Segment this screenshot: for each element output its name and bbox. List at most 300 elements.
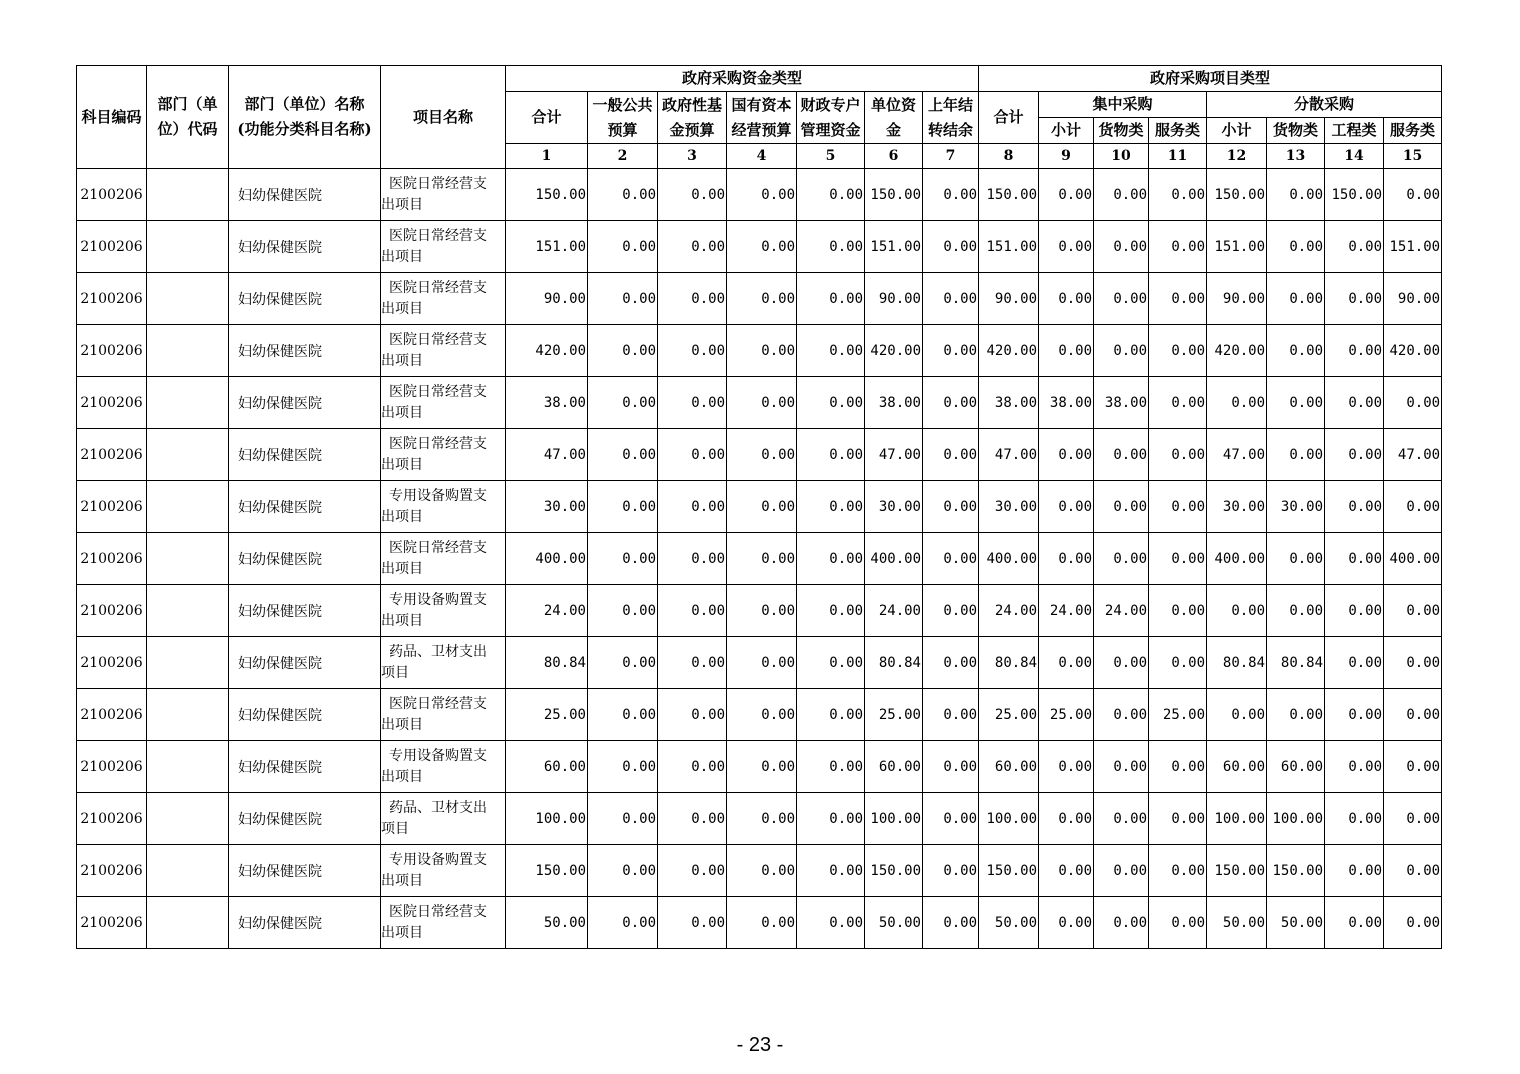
value-cell: 50.00 [1207,897,1267,949]
value-cell: 0.00 [1325,533,1384,585]
value-cell: 0.00 [1094,845,1149,897]
dept-code-cell [147,637,229,689]
table-row [77,845,1442,897]
dept-name-cell: 妇幼保健医院 [229,377,381,429]
project-name-cell [381,585,506,637]
project-name-cell [381,273,506,325]
project-name-line2: 出项目 [381,352,423,369]
value-cell: 150.00 [1325,169,1384,221]
value-cell: 0.00 [588,689,658,741]
header-subject-code: 科目编码 [77,66,147,169]
value-cell: 0.00 [923,169,979,221]
value-cell: 38.00 [1039,377,1094,429]
project-name-line2: 项目 [381,820,409,837]
value-cell: 24.00 [506,585,588,637]
value-cell: 151.00 [1384,221,1442,273]
value-cell: 420.00 [865,325,923,377]
value-cell: 420.00 [1384,325,1442,377]
value-cell: 47.00 [1207,429,1267,481]
value-cell: 0.00 [1384,637,1442,689]
value-cell: 38.00 [1094,377,1149,429]
project-name-cell [381,637,506,689]
dept-name-cell: 妇幼保健医院 [229,481,381,533]
value-cell: 0.00 [1149,377,1207,429]
value-cell: 0.00 [588,741,658,793]
header-general-budget-line2: 预算 [607,120,638,139]
value-cell: 100.00 [865,793,923,845]
value-cell: 0.00 [727,221,797,273]
header-dept-code-line1: 部门（单 [157,95,218,113]
value-cell: 0.00 [727,793,797,845]
header-carryover-line2: 转结余 [928,120,974,139]
value-cell: 150.00 [1207,845,1267,897]
table-row [77,793,1442,845]
value-cell: 400.00 [1384,533,1442,585]
project-name-line2: 出项目 [381,300,423,317]
header-carryover [923,92,979,144]
value-cell: 80.84 [865,637,923,689]
value-cell: 50.00 [979,897,1039,949]
project-name-line2: 出项目 [381,196,423,213]
value-cell: 0.00 [1094,637,1149,689]
page-number: - 23 - [736,1034,784,1056]
dept-name-cell: 妇幼保健医院 [229,221,381,273]
header-gov-fund-budget-line2: 金预算 [669,120,715,139]
value-cell: 0.00 [1149,741,1207,793]
value-cell: 0.00 [658,481,727,533]
value-cell: 0.00 [588,897,658,949]
header-special-account-fund [797,92,865,144]
value-cell: 0.00 [1267,377,1325,429]
project-name-line2: 出项目 [381,560,423,577]
project-name-cell [381,793,506,845]
dept-code-cell [147,325,229,377]
project-name-line2: 出项目 [381,924,423,941]
value-cell: 0.00 [923,845,979,897]
value-cell: 80.84 [1267,637,1325,689]
value-cell: 30.00 [865,481,923,533]
project-name-line1: 医院日常经营支 [389,331,487,348]
dept-name-cell: 妇幼保健医院 [229,741,381,793]
subject-code-cell: 2100206 [77,585,147,637]
project-name-cell [381,377,506,429]
value-cell: 60.00 [1267,741,1325,793]
value-cell: 90.00 [1384,273,1442,325]
project-name-cell [381,325,506,377]
header-decentralized-subtotal: 小计 [1207,118,1267,144]
value-cell: 0.00 [923,897,979,949]
value-cell: 38.00 [979,377,1039,429]
value-cell: 0.00 [727,533,797,585]
value-cell: 90.00 [865,273,923,325]
project-name-line2: 出项目 [381,456,423,473]
project-name-cell [381,689,506,741]
header-state-asset-budget-line2: 经营预算 [731,120,792,139]
value-cell: 0.00 [923,533,979,585]
value-cell: 0.00 [1039,169,1094,221]
header-dept-name-line1: 部门（单位）名称 [244,95,365,113]
value-cell: 25.00 [979,689,1039,741]
value-cell: 0.00 [1039,845,1094,897]
header-project-name: 项目名称 [381,66,506,169]
header-special-account-fund-line1: 财政专户 [800,95,861,114]
dept-name-cell: 妇幼保健医院 [229,897,381,949]
dept-code-cell [147,221,229,273]
project-name-line1: 医院日常经营支 [389,695,487,712]
value-cell: 0.00 [588,585,658,637]
value-cell: 0.00 [1094,325,1149,377]
value-cell: 0.00 [1149,273,1207,325]
value-cell: 0.00 [797,689,865,741]
value-cell: 0.00 [923,273,979,325]
header-centralized-subtotal: 小计 [1039,118,1094,144]
value-cell: 0.00 [923,377,979,429]
project-name-line1: 药品、卫材支出 [389,643,487,660]
column-number: 10 [1094,144,1149,169]
value-cell: 80.84 [1207,637,1267,689]
value-cell: 0.00 [923,585,979,637]
value-cell: 0.00 [923,793,979,845]
table-row [77,169,1442,221]
value-cell: 0.00 [727,169,797,221]
value-cell: 0.00 [797,637,865,689]
column-number: 6 [865,144,923,169]
value-cell: 0.00 [797,481,865,533]
table-row [77,273,1442,325]
dept-code-cell [147,273,229,325]
value-cell: 25.00 [506,689,588,741]
table-row [77,585,1442,637]
value-cell: 0.00 [1039,637,1094,689]
column-number: 4 [727,144,797,169]
value-cell: 0.00 [727,897,797,949]
project-name-cell [381,169,506,221]
value-cell: 60.00 [865,741,923,793]
header-centralized-goods: 货物类 [1094,118,1149,144]
value-cell: 0.00 [1384,481,1442,533]
value-cell: 0.00 [797,793,865,845]
value-cell: 0.00 [658,793,727,845]
header-special-account-fund-line2: 管理资金 [800,120,861,139]
dept-code-cell [147,793,229,845]
table-row [77,377,1442,429]
value-cell: 47.00 [979,429,1039,481]
value-cell: 0.00 [727,845,797,897]
subject-code-cell: 2100206 [77,273,147,325]
value-cell: 25.00 [1149,689,1207,741]
value-cell: 0.00 [1384,585,1442,637]
value-cell: 0.00 [1325,845,1384,897]
value-cell: 0.00 [1039,273,1094,325]
value-cell: 0.00 [923,481,979,533]
value-cell: 0.00 [727,325,797,377]
column-number: 1 [506,144,588,169]
dept-code-cell [147,845,229,897]
value-cell: 25.00 [865,689,923,741]
value-cell: 0.00 [1039,741,1094,793]
value-cell: 100.00 [506,793,588,845]
value-cell: 90.00 [979,273,1039,325]
value-cell: 0.00 [588,429,658,481]
value-cell: 400.00 [506,533,588,585]
table-row [77,897,1442,949]
header-decentralized: 分散采购 [1207,92,1442,118]
dept-code-cell [147,689,229,741]
header-decentralized-goods: 货物类 [1267,118,1325,144]
dept-name-cell: 妇幼保健医院 [229,273,381,325]
value-cell: 50.00 [1267,897,1325,949]
value-cell: 400.00 [1207,533,1267,585]
value-cell: 0.00 [797,845,865,897]
table-row [77,533,1442,585]
value-cell: 30.00 [506,481,588,533]
column-number: 7 [923,144,979,169]
value-cell: 0.00 [658,741,727,793]
value-cell: 0.00 [1384,845,1442,897]
value-cell: 38.00 [865,377,923,429]
value-cell: 0.00 [1207,689,1267,741]
header-project-total: 合计 [979,92,1039,144]
value-cell: 0.00 [797,273,865,325]
value-cell: 100.00 [979,793,1039,845]
header-state-asset-budget [727,92,797,144]
value-cell: 0.00 [658,689,727,741]
column-number: 13 [1267,144,1325,169]
project-name-line2: 出项目 [381,404,423,421]
value-cell: 0.00 [727,689,797,741]
subject-code-cell: 2100206 [77,741,147,793]
value-cell: 50.00 [865,897,923,949]
value-cell: 0.00 [658,169,727,221]
value-cell: 0.00 [1094,689,1149,741]
table-row [77,221,1442,273]
value-cell: 0.00 [1149,325,1207,377]
table-row [77,637,1442,689]
dept-name-cell: 妇幼保健医院 [229,689,381,741]
value-cell: 0.00 [588,845,658,897]
project-name-line1: 专用设备购置支 [389,747,487,764]
value-cell: 0.00 [797,221,865,273]
column-number: 12 [1207,144,1267,169]
value-cell: 0.00 [797,533,865,585]
value-cell: 0.00 [1325,585,1384,637]
header-centralized-service: 服务类 [1149,118,1207,144]
column-number: 14 [1325,144,1384,169]
value-cell: 0.00 [1149,793,1207,845]
header-gov-fund-budget-line1: 政府性基 [661,95,722,114]
header-project-type-group: 政府采购项目类型 [979,66,1442,92]
project-name-line1: 医院日常经营支 [389,383,487,400]
header-general-budget [588,92,658,144]
value-cell: 50.00 [506,897,588,949]
value-cell: 151.00 [865,221,923,273]
value-cell: 150.00 [506,845,588,897]
value-cell: 0.00 [1267,585,1325,637]
dept-code-cell [147,897,229,949]
subject-code-cell: 2100206 [77,637,147,689]
column-number: 15 [1384,144,1442,169]
value-cell: 420.00 [979,325,1039,377]
value-cell: 0.00 [923,429,979,481]
value-cell: 24.00 [1039,585,1094,637]
value-cell: 0.00 [1094,481,1149,533]
project-name-line1: 专用设备购置支 [389,851,487,868]
value-cell: 150.00 [1207,169,1267,221]
value-cell: 30.00 [1267,481,1325,533]
value-cell: 0.00 [658,429,727,481]
value-cell: 0.00 [727,741,797,793]
value-cell: 0.00 [797,325,865,377]
subject-code-cell: 2100206 [77,897,147,949]
dept-code-cell [147,741,229,793]
dept-name-cell: 妇幼保健医院 [229,533,381,585]
value-cell: 0.00 [1384,377,1442,429]
value-cell: 0.00 [1149,637,1207,689]
dept-name-cell: 妇幼保健医院 [229,585,381,637]
value-cell: 0.00 [727,585,797,637]
value-cell: 0.00 [1149,585,1207,637]
project-name-cell [381,221,506,273]
value-cell: 0.00 [1039,897,1094,949]
value-cell: 0.00 [1325,481,1384,533]
dept-name-cell: 妇幼保健医院 [229,429,381,481]
value-cell: 150.00 [865,845,923,897]
value-cell: 0.00 [1384,689,1442,741]
value-cell: 0.00 [1094,221,1149,273]
value-cell: 0.00 [1039,221,1094,273]
project-name-line2: 项目 [381,664,409,681]
dept-code-cell [147,377,229,429]
value-cell: 0.00 [588,169,658,221]
value-cell: 0.00 [588,481,658,533]
value-cell: 25.00 [1039,689,1094,741]
column-number: 3 [658,144,727,169]
value-cell: 38.00 [506,377,588,429]
project-name-line2: 出项目 [381,768,423,785]
dept-code-cell [147,585,229,637]
value-cell: 420.00 [1207,325,1267,377]
value-cell: 0.00 [1384,897,1442,949]
value-cell: 47.00 [865,429,923,481]
value-cell: 0.00 [1325,793,1384,845]
value-cell: 80.84 [979,637,1039,689]
value-cell: 0.00 [588,325,658,377]
table-row [77,689,1442,741]
value-cell: 0.00 [588,377,658,429]
value-cell: 0.00 [1325,377,1384,429]
value-cell: 0.00 [1207,377,1267,429]
value-cell: 0.00 [1325,741,1384,793]
column-number: 8 [979,144,1039,169]
value-cell: 24.00 [979,585,1039,637]
value-cell: 0.00 [1094,169,1149,221]
value-cell: 0.00 [1267,533,1325,585]
project-name-cell [381,741,506,793]
value-cell: 0.00 [1094,429,1149,481]
value-cell: 0.00 [1267,689,1325,741]
value-cell: 0.00 [797,897,865,949]
value-cell: 0.00 [588,793,658,845]
value-cell: 90.00 [1207,273,1267,325]
value-cell: 0.00 [1325,689,1384,741]
project-name-line2: 出项目 [381,716,423,733]
header-unit-fund [865,92,923,144]
value-cell: 0.00 [1149,169,1207,221]
project-name-line1: 药品、卫材支出 [389,799,487,816]
dept-name-cell: 妇幼保健医院 [229,169,381,221]
value-cell: 0.00 [1325,273,1384,325]
table-row [77,481,1442,533]
value-cell: 0.00 [1039,481,1094,533]
dept-code-cell [147,533,229,585]
value-cell: 0.00 [1384,169,1442,221]
project-name-cell [381,845,506,897]
header-decentralized-engineering: 工程类 [1325,118,1384,144]
header-dept-code [147,66,229,169]
value-cell: 0.00 [658,637,727,689]
value-cell: 0.00 [797,377,865,429]
value-cell: 0.00 [1325,897,1384,949]
header-unit-fund-line1: 单位资 [870,95,916,114]
value-cell: 0.00 [1149,845,1207,897]
value-cell: 151.00 [1207,221,1267,273]
header-unit-fund-line2: 金 [885,120,901,139]
subject-code-cell: 2100206 [77,221,147,273]
header-state-asset-budget-line1: 国有资本 [731,95,792,114]
value-cell: 0.00 [1325,429,1384,481]
subject-code-cell: 2100206 [77,533,147,585]
value-cell: 0.00 [658,377,727,429]
project-name-line2: 出项目 [381,872,423,889]
value-cell: 150.00 [979,845,1039,897]
header-dept-name [229,66,381,169]
value-cell: 0.00 [658,273,727,325]
subject-code-cell: 2100206 [77,169,147,221]
value-cell: 0.00 [588,221,658,273]
value-cell: 150.00 [506,169,588,221]
value-cell: 0.00 [658,221,727,273]
value-cell: 0.00 [797,429,865,481]
header-fund-type-group: 政府采购资金类型 [506,66,979,92]
value-cell: 150.00 [979,169,1039,221]
value-cell: 0.00 [588,637,658,689]
value-cell: 47.00 [506,429,588,481]
dept-code-cell [147,169,229,221]
subject-code-cell: 2100206 [77,429,147,481]
project-name-line1: 医院日常经营支 [389,175,487,192]
value-cell: 0.00 [1267,429,1325,481]
value-cell: 0.00 [1094,741,1149,793]
project-name-cell [381,897,506,949]
subject-code-cell: 2100206 [77,481,147,533]
column-number: 2 [588,144,658,169]
header-dept-name-line2: (功能分类科目名称) [237,120,372,138]
value-cell: 150.00 [865,169,923,221]
value-cell: 0.00 [1267,169,1325,221]
subject-code-cell: 2100206 [77,845,147,897]
value-cell: 0.00 [1325,325,1384,377]
value-cell: 100.00 [1207,793,1267,845]
header-carryover-line1: 上年结 [928,95,974,114]
subject-code-cell: 2100206 [77,793,147,845]
subject-code-cell: 2100206 [77,377,147,429]
dept-name-cell: 妇幼保健医院 [229,325,381,377]
project-name-line1: 专用设备购置支 [389,591,487,608]
value-cell: 0.00 [727,377,797,429]
value-cell: 30.00 [1207,481,1267,533]
value-cell: 0.00 [1039,429,1094,481]
value-cell: 30.00 [979,481,1039,533]
